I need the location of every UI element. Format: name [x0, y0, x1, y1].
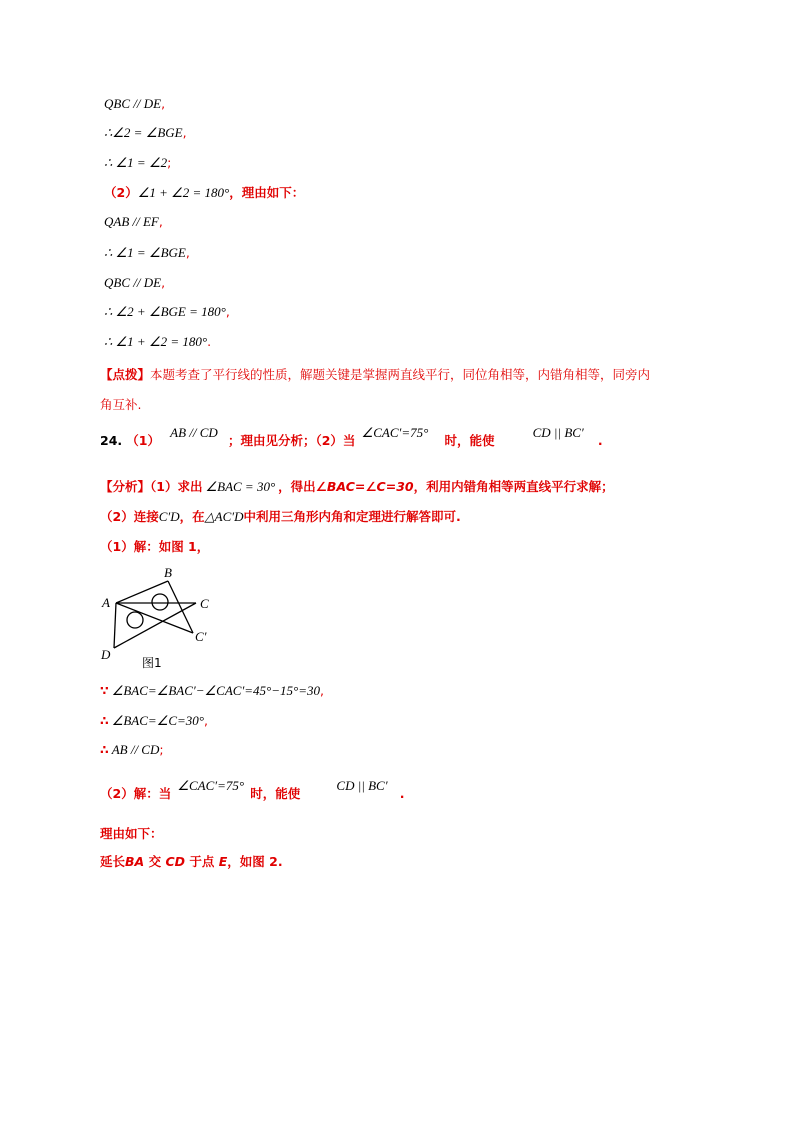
extend-m2: CD: [165, 854, 185, 869]
lianjie-text1: （2）连接: [100, 509, 159, 524]
angle-circle-lower: [127, 612, 143, 628]
dianbo-line2: 角互补.: [100, 397, 142, 412]
lianjie-text3: 中利用三角形内角和定理进行解答即可.: [243, 509, 461, 524]
extend-t3: 于点: [185, 854, 219, 869]
reason-line: [100, 825, 163, 844]
dianbo-line1: 本题考查了平行线的性质，解题关键是掌握两直线平行，同位角相等，内错角相等，同旁内: [150, 367, 651, 382]
lianjie-line: [100, 508, 461, 527]
figure-caption: 图1: [142, 656, 162, 670]
proof-line-5: [104, 213, 163, 232]
proof-line-2: [104, 124, 187, 143]
because-symbol: ∵: [100, 683, 109, 698]
extend-t2: 交: [144, 854, 166, 869]
punct: ,: [158, 214, 163, 229]
math-expr: ∴ ∠1 + ∠2 = 180°: [104, 334, 208, 349]
punct: ,: [185, 245, 190, 260]
dianbo-paragraph-cont: [100, 396, 730, 414]
segment-ad: [114, 603, 116, 648]
solution1-text: （1）解：如图 1，: [100, 539, 210, 554]
proof-line-3: [104, 154, 171, 173]
math-expr: ∠BAC=∠C=30°: [111, 713, 204, 728]
extend-m1: BA: [125, 854, 145, 869]
segment-dc: [114, 603, 196, 648]
sol2-text3: .: [399, 786, 405, 801]
q24-part1: （1）: [126, 433, 160, 448]
fenxi-math2: ∠BAC=∠C=30: [315, 479, 414, 494]
proof-therefore-1: [100, 712, 208, 731]
math-expr: ∠1 + ∠2 = 180°: [137, 185, 230, 200]
segment-ab: [116, 581, 168, 603]
math-expr: ∠BAC=∠BAC′−∠CAC′=45°−15°=30: [111, 683, 321, 698]
math-expr: ∴ ∠1 = ∠2: [104, 155, 168, 170]
extend-t4: ，如图 2.: [227, 854, 283, 869]
solution2-line: [100, 778, 405, 804]
math-expr: QBC // DE: [104, 96, 162, 111]
proof-line-1: [104, 95, 165, 114]
math-expr: ∴∠2 = ∠BGE: [104, 125, 183, 140]
math-expr: AB // CD: [111, 742, 160, 757]
q24-text2: 时，能使: [444, 433, 495, 448]
reason-text: ，理由如下：: [229, 185, 305, 200]
label-d: D: [101, 647, 111, 662]
label-c: C: [200, 596, 209, 611]
extend-line: [100, 853, 283, 872]
punct: ,: [161, 96, 166, 111]
extend-m3: E: [218, 854, 228, 869]
punct: ,: [320, 683, 324, 698]
q24-number: 24.: [100, 433, 123, 448]
part-number: （2）: [104, 185, 138, 200]
math-expr: ∠BAC = 30°: [205, 479, 276, 494]
punct: ,: [161, 275, 166, 290]
q24-text3: .: [597, 433, 603, 448]
math-expr: ∠CAC′=75°: [177, 778, 245, 793]
proof-line-8: [104, 303, 230, 322]
math-expr: ∴ ∠2 + ∠BGE = 180°: [104, 304, 226, 319]
math-expr: △AC′D: [204, 509, 244, 524]
math-expr: QAB // EF: [104, 214, 159, 229]
proof-line-6: [104, 244, 190, 263]
proof-line-7: [104, 274, 165, 293]
figure-1: [100, 565, 240, 675]
math-expr: AB // CD: [170, 425, 218, 440]
q24-answer: [100, 425, 603, 451]
fenxi-tag: 【分析】: [100, 479, 151, 494]
therefore-symbol: ∴: [100, 742, 109, 757]
fenxi-text2: ，得出: [278, 479, 316, 494]
punct: ,: [182, 125, 187, 140]
math-expr: CD || BC′: [532, 425, 584, 440]
extend-t1: 延长: [100, 854, 126, 869]
punct: .: [207, 334, 212, 349]
label-c-prime: C′: [195, 629, 207, 644]
punct: ;: [159, 742, 164, 757]
therefore-symbol: ∴: [100, 713, 109, 728]
label-a: A: [102, 595, 110, 610]
part2-heading: [104, 184, 304, 203]
fenxi-text3: ，利用内错角相等两直线平行求解；: [413, 479, 614, 494]
sol2-text2: 时，能使: [250, 786, 301, 801]
fenxi-line: [100, 478, 614, 497]
math-expr: ∴ ∠1 = ∠BGE: [104, 245, 186, 260]
sol2-text1: （2）解：当: [100, 786, 172, 801]
lianjie-text2: ，在: [179, 509, 205, 524]
reason-text: 理由如下：: [100, 826, 163, 841]
math-expr: CD || BC′: [336, 778, 388, 793]
label-b: B: [164, 565, 172, 580]
punct: ;: [167, 155, 172, 170]
math-expr: QBC // DE: [104, 275, 162, 290]
angle-circle-upper: [152, 594, 168, 610]
punct: ,: [225, 304, 230, 319]
solution1-intro: [100, 538, 209, 557]
q24-text1: ；理由见分析；（2）当: [227, 433, 356, 448]
math-expr: ∠CAC′=75°: [361, 425, 429, 440]
fenxi-text1: （1）求出: [150, 479, 203, 494]
proof-because: [100, 682, 324, 701]
dianbo-paragraph: [100, 366, 730, 384]
math-expr: C′D: [158, 509, 180, 524]
proof-therefore-2: [100, 741, 164, 760]
proof-line-9: [104, 333, 211, 352]
punct: ,: [203, 713, 208, 728]
dianbo-tag: 【点拨】: [100, 367, 151, 382]
